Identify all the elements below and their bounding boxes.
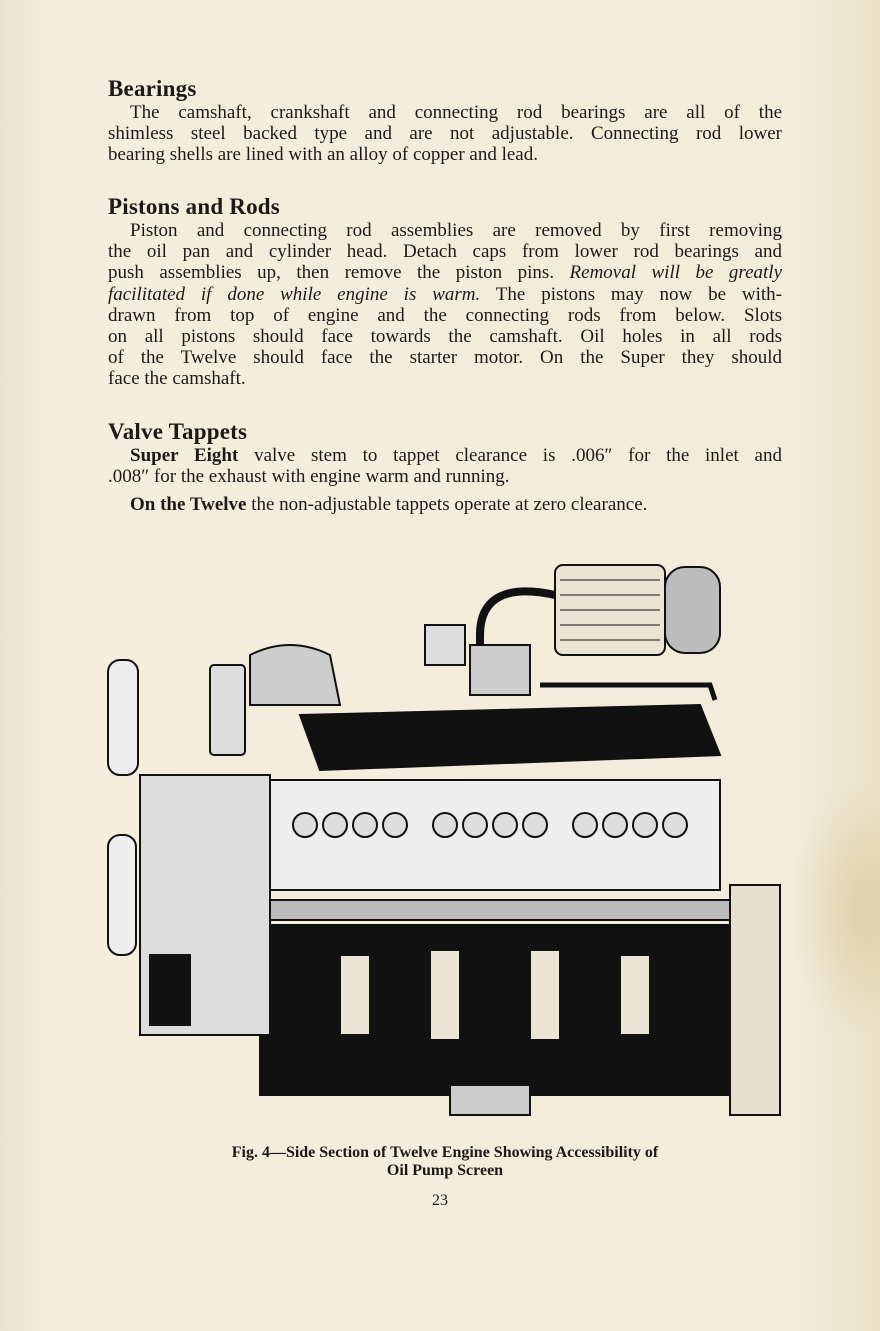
text-line [108,123,782,144]
text: the oil pan and cylinder head. Detach caps from lower rod bearings and [108,241,782,263]
text: the non-adjustable tappets operate at zero clearance. [246,494,648,516]
caption-line-2: Oil Pump Screen [386,1162,504,1179]
paragraph [108,445,782,487]
text: Piston and connecting rod assemblies are removed by first removing [130,220,782,241]
bold-text: On the Twelve [130,494,247,516]
text: on all pistons should face towards the camshaft. Oil holes in all rods [108,326,782,348]
section-pistons-and-rods [108,194,782,390]
text: push assemblies up, then remove the piston pins. [108,262,570,284]
caption-line-1: Fig. 4—Side Section of Twelve Engine Showing Accessibility of [231,1144,659,1161]
section-bearings [108,76,782,166]
text-line [108,445,782,466]
text-line [108,220,782,241]
text-line [108,347,782,368]
engine-section-illustration [100,555,790,1125]
paper-stain [790,780,880,1040]
paragraph [108,494,782,515]
italic-text: facilitated if done while engine is warm. [108,283,481,305]
text-line [108,368,782,389]
text: drawn from top of engine and the connecting rods from below. Slots [108,304,782,326]
text: The pistons may now be with- [480,283,782,305]
section-heading: Pistons and Rods [108,194,280,219]
text: shimless steel backed type and are not adjustable. Connecting rod lower [108,123,782,145]
text-line [108,262,782,283]
paragraph [108,102,782,166]
text-line [108,144,782,165]
text-line [108,494,782,515]
text: The camshaft, crankshaft and connecting rod bearings are all of the [130,102,782,123]
page-number: 23 [432,1192,448,1209]
text-line [108,326,782,347]
text-line [108,284,782,305]
text-line [108,102,782,123]
bold-text: Super Eight [130,445,239,466]
section-heading: Valve Tappets [108,419,248,444]
text: valve stem to tappet clearance is .006″ for the inlet and [238,445,782,466]
text: .008″ for the exhaust with engine warm and running. [108,466,510,488]
text: of the Twelve should face the starter motor. On the Super they should [108,347,782,369]
text-line [108,305,782,326]
text-line [108,466,782,487]
section-heading: Bearings [108,76,197,101]
paragraph [108,220,782,390]
section-valve-tappets [108,419,782,516]
text-line [108,241,782,262]
italic-text: Removal will be greatly [569,262,783,284]
figure-caption [100,1144,790,1180]
text: face the camshaft. [108,368,246,390]
text: bearing shells are lined with an alloy of copper and lead. [108,144,538,166]
